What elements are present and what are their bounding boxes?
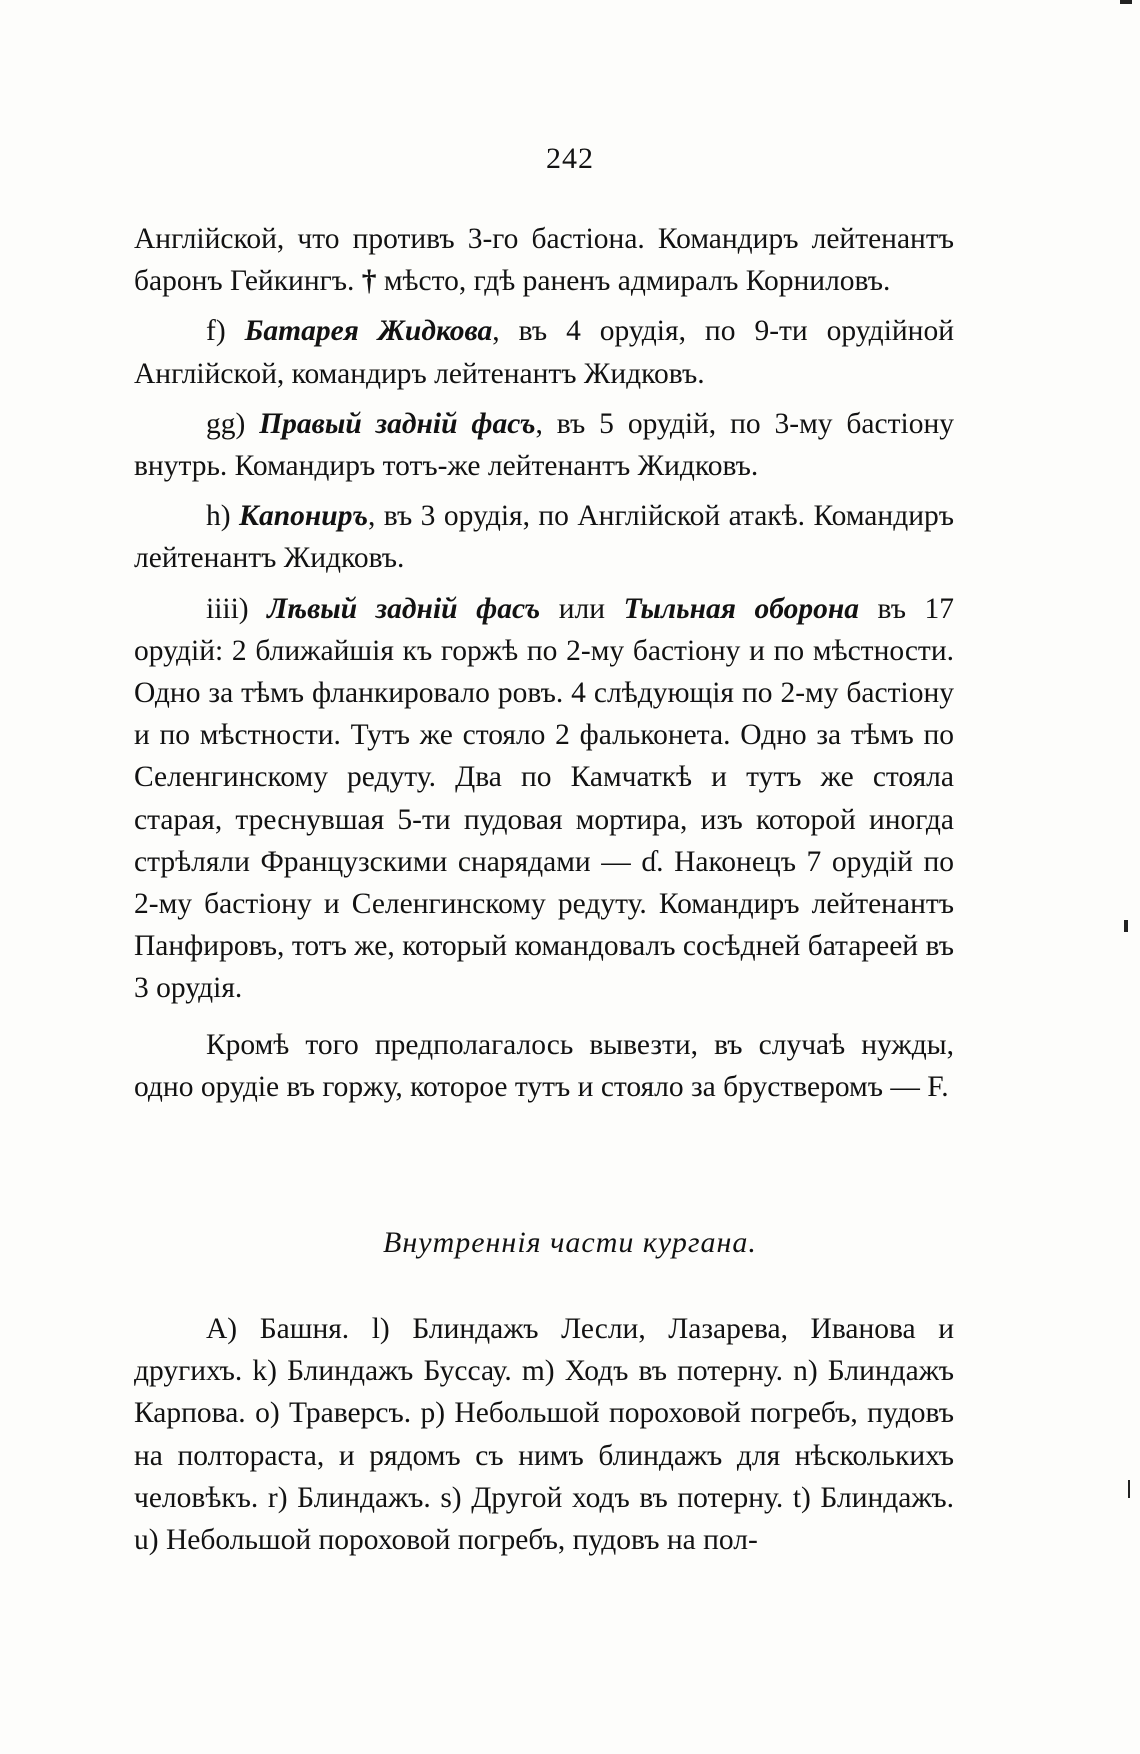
scan-mark (1120, 0, 1132, 4)
paragraph (134, 218, 954, 302)
italic-heading: Лѣвый задній фасъ (267, 592, 541, 625)
cross-symbol: † (361, 265, 377, 298)
text-run: , въ 4 орудія, по 9-ти орудійной Англійской, командиръ лейтенантъ Жидковъ. (134, 315, 954, 390)
paragraph (134, 310, 954, 394)
text-run: или (540, 592, 624, 625)
text-block-top (134, 218, 954, 1108)
text-run: , въ 3 орудія, по Англійской атакѣ. Командиръ лейтенантъ Жидковъ. (134, 500, 954, 575)
italic-heading: Капониръ (239, 500, 368, 533)
text-run: A) Башня. l) Блиндажъ Лесли, Лазарева, Иванова и другихъ. k) Блиндажъ Буссау. m) Ходъ въ потерну. n) Блиндажъ Карпова. o) Траверсъ. p) Небольшой пороховой погребъ, пудовъ на полтораста, и рядомъ съ нимъ блиндажъ для нѣсколькихъ человѣкъ. r) Блиндажъ. s) Другой ходъ въ потерну. t) Блиндажъ. u) Небольшой пороховой погребъ, пудовъ на пол- (134, 1313, 954, 1557)
italic-heading: Правый задній фасъ (259, 407, 536, 440)
section-title: Внутреннія части кургана. (383, 1226, 757, 1259)
paragraph (134, 495, 954, 579)
italic-heading: Тыльная оборона (623, 592, 859, 625)
text-block-bottom (134, 1308, 954, 1561)
text-run: , въ 5 орудій, по 3-му бастіону внутрь. Командиръ тотъ-же лейтенантъ Жидковъ. (134, 407, 954, 483)
text-run: iiii) (206, 592, 268, 625)
italic-heading: Батарея Жидкова (244, 315, 493, 348)
paragraph (134, 588, 954, 1010)
text-run: въ 17 орудій: 2 ближайшія къ горжѣ по 2-му бастіону и по мѣстности. Одно за тѣмъ фланкировало ровъ. 4 слѣдующія по 2-му бастіону и по мѣстности. Тутъ же стояло 2 фальконета. Одно за тѣмъ по Селенгинскому редуту. Два по Камчаткѣ и тутъ же стояла старая, треснувшая 5-ти пудовая мортира, изъ которой иногда стрѣляли Французскими снарядами — ɗ. Наконецъ 7 орудій по 2-му бастіону и Селенгинскому редуту. Командиръ лейтенантъ Панфировъ, тотъ же, который командовалъ сосѣдней батареей въ 3 орудія. (134, 592, 955, 1005)
paragraph (134, 1308, 954, 1561)
text-run: Англійской, что противъ 3-го бастіона. Командиръ лейтенантъ баронъ Гейкингъ. (134, 223, 954, 298)
text-run: мѣсто, гдѣ раненъ адмиралъ Корниловъ. (376, 265, 891, 298)
scan-mark (1128, 1480, 1130, 1498)
text-run: gg) (206, 407, 260, 440)
scan-mark (1124, 920, 1128, 932)
paragraph (134, 403, 954, 487)
page-number: 242 (546, 142, 594, 175)
text-run: Кромѣ того предполагалось вывезти, въ случаѣ нужды, одно орудіе въ горжу, которое тутъ и стояло за брустверомъ — F. (134, 1028, 954, 1103)
text-run: h) (206, 500, 239, 533)
text-run: f) (206, 315, 245, 348)
paragraph (134, 1024, 954, 1108)
